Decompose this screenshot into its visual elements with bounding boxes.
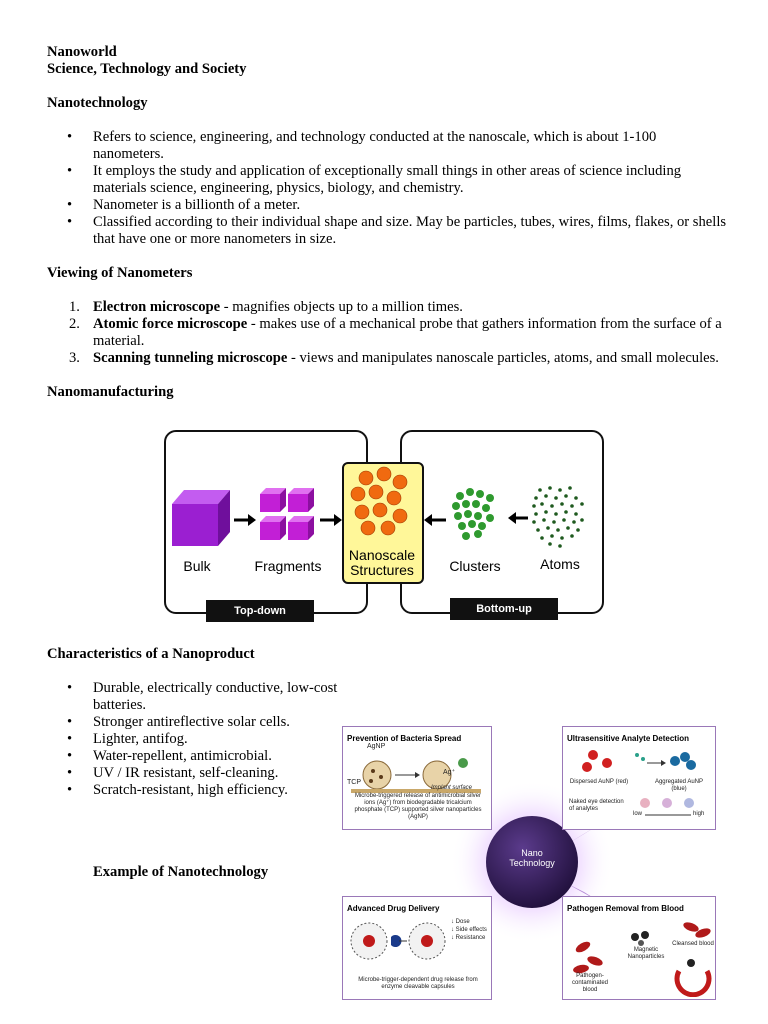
doc-subtitle: Science, Technology and Society	[47, 61, 247, 77]
top-down-label: Top-down	[206, 600, 314, 622]
cleansed-label: Cleansed blood	[672, 941, 714, 947]
panel-drug-delivery	[342, 896, 492, 1000]
heading-characteristics: Characteristics of a Nanoproduct	[47, 646, 255, 662]
resistance-label: ↓ Resistance	[451, 935, 486, 941]
list-item: • Classified according to their individual shape and size. May be particles, tubes, wires, films, flakes, or shells that have one or more nanometers in size.	[47, 214, 727, 248]
viewing-list	[47, 299, 727, 367]
arrow-icon	[424, 514, 446, 526]
list-item: 2. Atomic force microscope - makes use of a mechanical probe that gathers information from the surface of a material.	[69, 316, 722, 349]
aggregated-label: Aggregated AuNP (blue)	[654, 779, 704, 792]
list-item: • It employs the study and application of exceptionally small things in other areas of science including materials science, engineering, physics, biology, and chemistry.	[47, 163, 727, 197]
heading-example: Example of Nanotechnology	[93, 864, 269, 880]
panel-caption: Microbe-triggered release of antimicrobial silver ions (Ag⁺) from biodegradable tricalcium phosphate (TCP) supported silver nanoparticles (AgNP)	[354, 793, 482, 820]
characteristics-section	[47, 646, 347, 799]
list-item: • Durable, electrically conductive, low-cost batteries.	[47, 680, 347, 714]
magnetic-label: Magnetic Nanoparticles	[627, 947, 665, 960]
naked-eye-label: Naked eye detection of analytes	[569, 799, 624, 812]
list-item: 1. Electron microscope - magnifies objects up to a million times.	[69, 299, 463, 315]
list-item: • Lighter, antifog.	[47, 731, 347, 748]
ag-label: Ag⁺	[443, 769, 456, 776]
list-item: • Scratch-resistant, high efficiency.	[47, 782, 347, 799]
nanotech-list	[47, 129, 727, 248]
list-item: • Water-repellent, antimicrobial.	[47, 748, 347, 765]
dispersed-label: Dispersed AuNP (red)	[569, 779, 629, 785]
tcp-label: TCP	[347, 779, 361, 786]
panel-pathogen-removal	[562, 896, 716, 1000]
list-item: 3. Scanning tunneling microscope - views and manipulates nanoscale particles, atoms, and small molecules.	[69, 350, 719, 366]
panel-title: Prevention of Bacteria Spread	[347, 734, 462, 743]
panel-title: Advanced Drug Delivery	[347, 904, 440, 913]
list-item: • Stronger antireflective solar cells.	[47, 714, 347, 731]
panel-caption: Microbe-trigger-dependent drug release from enzyme cleavable capsules	[358, 977, 478, 990]
low-label: low	[633, 811, 643, 817]
label-clusters: Clusters	[449, 558, 501, 574]
atoms-dots	[532, 486, 584, 548]
implant-label: Implant surface	[431, 785, 473, 791]
bottom-up-label: Bottom-up	[450, 598, 558, 620]
high-label: high	[693, 811, 705, 817]
nanoscale-spheres	[351, 467, 407, 535]
bulk-cube	[172, 490, 230, 546]
label-fragments: Fragments	[254, 558, 322, 574]
panel-bacteria-spread	[342, 726, 492, 830]
label-bulk: Bulk	[183, 558, 211, 574]
panel-title: Pathogen Removal from Blood	[567, 904, 684, 913]
document-body	[47, 44, 727, 401]
heading-viewing: Viewing of Nanometers	[47, 265, 193, 281]
heading-nanomanufacturing: Nanomanufacturing	[47, 384, 174, 400]
arrow-icon	[320, 514, 342, 526]
list-item: • Refers to science, engineering, and technology conducted at the nanoscale, which is about 1-100 nanometers.	[47, 129, 727, 163]
dose-label: ↓ Dose	[451, 919, 470, 925]
label-atoms: Atoms	[540, 556, 580, 572]
list-item: • Nanometer is a billionth of a meter.	[47, 197, 727, 214]
nanomanufacturing-diagram	[162, 428, 604, 628]
doc-title: Nanoworld	[47, 44, 117, 60]
arrow-icon	[508, 512, 528, 524]
label-nanoscale: Nanoscale Structures	[348, 547, 416, 578]
characteristics-list	[47, 680, 347, 799]
panel-analyte-detection	[562, 726, 716, 830]
fragments-cubes	[260, 488, 314, 540]
list-item: • UV / IR resistant, self-cleaning.	[47, 765, 347, 782]
example-figure	[340, 724, 718, 1000]
side-effects-label: ↓ Side effects	[451, 927, 487, 933]
contaminated-label: Pathogen-contaminated blood	[571, 973, 609, 993]
analyte-graphic	[563, 741, 715, 781]
nano-technology-label: Nano Technology	[509, 848, 555, 868]
arrow-icon	[234, 514, 256, 526]
clusters-dots	[452, 488, 494, 540]
heading-nanotechnology: Nanotechnology	[47, 95, 148, 111]
agnp-label: AgNP	[367, 743, 386, 750]
panel-title: Ultrasensitive Analyte Detection	[567, 734, 689, 743]
